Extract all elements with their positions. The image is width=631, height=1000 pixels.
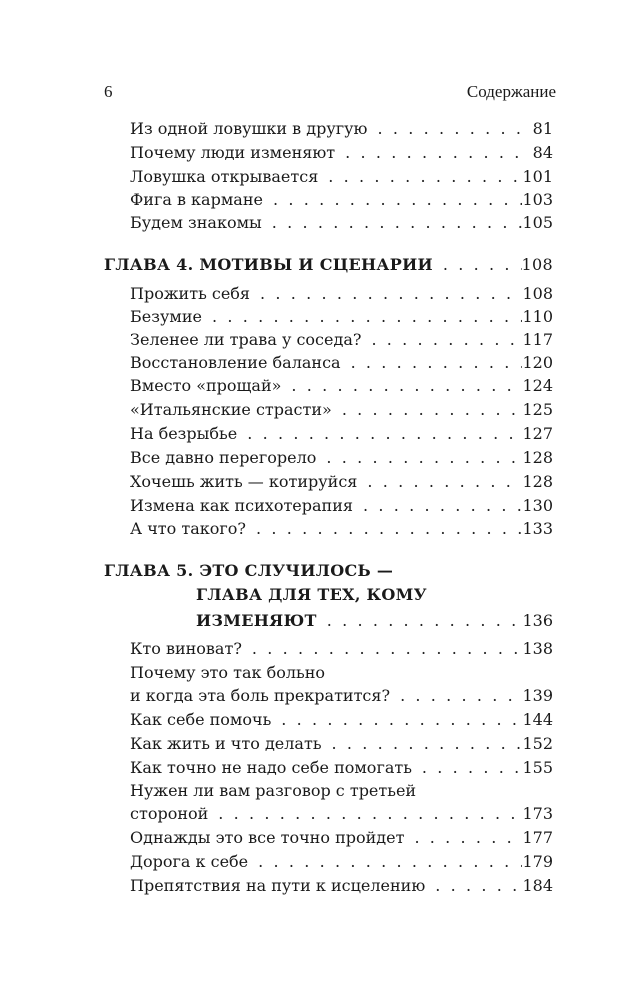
page-number: 6	[104, 82, 113, 101]
toc-entry[interactable]	[130, 211, 553, 234]
chapter-title: ГЛАВА 4. МОТИВЫ И СЦЕНАРИИ	[104, 255, 433, 274]
toc-entry-title: стороной	[130, 804, 209, 823]
toc-entry-title: Хочешь жить — котируйся	[130, 472, 358, 491]
toc-entry-title: Как жить и что делать	[130, 734, 322, 753]
toc-entry-page: 108	[522, 284, 553, 303]
toc-entry[interactable]	[130, 470, 553, 493]
leader-dots	[271, 708, 522, 731]
toc-entry-page: 128	[522, 472, 553, 491]
toc-entry-title: Как себе помочь	[130, 710, 272, 729]
toc-entry-title: Однажды это все точно пройдет	[130, 828, 405, 847]
toc-entry-page: 138	[522, 639, 553, 658]
toc-entry[interactable]	[130, 826, 553, 849]
toc-entry[interactable]	[130, 446, 553, 469]
toc-entry-title: Прожить себя	[130, 284, 251, 303]
toc-entry-title: и когда эта боль прекратится?	[130, 686, 391, 705]
toc-entry[interactable]	[130, 874, 553, 897]
toc-entry[interactable]	[130, 494, 553, 517]
leader-dots	[250, 282, 522, 305]
toc-entry-title: Измена как психотерапия	[130, 496, 353, 515]
toc-entry[interactable]	[130, 282, 553, 305]
toc-entry[interactable]	[130, 684, 553, 707]
chapter-5-title-line1[interactable]: ГЛАВА 5. ЭТО СЛУЧИЛОСЬ —	[104, 561, 394, 580]
chapter-4-heading[interactable]	[104, 253, 553, 276]
leader-dots	[202, 305, 523, 328]
leader-dots	[357, 470, 522, 493]
chapter-title: ИЗМЕНЯЮТ	[196, 611, 317, 630]
toc-entry-page: 84	[532, 143, 553, 162]
toc-entry-page: 81	[532, 119, 553, 138]
toc-entry-page: 105	[522, 213, 553, 232]
toc-entry-title: Почему люди изменяют	[130, 143, 336, 162]
leader-dots	[335, 141, 525, 164]
toc-entry[interactable]	[130, 351, 553, 374]
toc-entry[interactable]	[130, 305, 553, 328]
leader-dots	[237, 422, 522, 445]
toc-entry-page: 155	[522, 758, 553, 777]
running-header-title: Содержание	[466, 82, 556, 101]
toc-entry-page: 128	[522, 448, 553, 467]
toc-entry-page: 125	[522, 400, 553, 419]
toc-entry[interactable]	[130, 708, 553, 731]
toc-entry-page: 120	[522, 353, 553, 372]
toc-entry-title: Кто виноват?	[130, 639, 242, 658]
leader-dots	[263, 188, 523, 211]
toc-entry-title: «Итальянские страсти»	[130, 400, 332, 419]
toc-entry[interactable]	[130, 328, 553, 351]
leader-dots	[412, 756, 523, 779]
toc-entry-page: 130	[522, 496, 553, 515]
chapter-page: 136	[522, 611, 553, 630]
toc-entry-title: Препятствия на пути к исцелению	[130, 876, 426, 895]
toc-entry-page: 184	[522, 876, 553, 895]
toc-entry-title: Из одной ловушки в другую	[130, 119, 368, 138]
toc-entry-page: 173	[522, 804, 553, 823]
leader-dots	[390, 684, 522, 707]
toc-entry-page: 179	[522, 852, 553, 871]
toc-entry-title: Все давно перегорело	[130, 448, 317, 467]
leader-dots	[425, 874, 522, 897]
toc-entry[interactable]	[130, 374, 553, 397]
toc-entry[interactable]	[130, 188, 553, 211]
leader-dots	[208, 802, 522, 825]
toc-entry-title: Вместо «прощай»	[130, 376, 282, 395]
toc-entry[interactable]	[130, 422, 553, 445]
leader-dots	[353, 494, 522, 517]
toc-entry-page: 177	[522, 828, 553, 847]
toc-entry[interactable]	[130, 117, 553, 140]
toc-entry-title: Ловушка открывается	[130, 167, 319, 186]
toc-entry-page: 124	[522, 376, 553, 395]
leader-dots	[341, 351, 523, 374]
leader-dots	[433, 253, 522, 276]
toc-entry[interactable]	[130, 850, 553, 873]
toc-entry[interactable]	[130, 165, 553, 188]
toc-entry[interactable]	[130, 517, 553, 540]
toc-entry-title: Зеленее ли трава у соседа?	[130, 330, 362, 349]
toc-entry-page: 133	[522, 519, 553, 538]
leader-dots	[322, 732, 523, 755]
toc-entry-page: 152	[522, 734, 553, 753]
toc-entry-title: На безрыбье	[130, 424, 238, 443]
toc-entry[interactable]	[130, 756, 553, 779]
toc-entry-page: 127	[522, 424, 553, 443]
toc-entry-title: Дорога к себе	[130, 852, 249, 871]
toc-entry[interactable]	[130, 802, 553, 825]
toc-entry-title: Восстановление баланса	[130, 353, 341, 372]
leader-dots	[404, 826, 522, 849]
toc-entry[interactable]	[130, 398, 553, 421]
toc-entry-title: А что такого?	[130, 519, 246, 538]
leader-dots	[318, 165, 522, 188]
toc-entry-title: Будем знакомы	[130, 213, 262, 232]
leader-dots	[248, 850, 522, 873]
leader-dots	[242, 637, 523, 660]
toc-entry-page: 110	[522, 307, 553, 326]
leader-dots	[317, 609, 523, 632]
toc-entry[interactable]	[130, 732, 553, 755]
toc-entry-title: Как точно не надо себе помогать	[130, 758, 412, 777]
leader-dots	[246, 517, 522, 540]
toc-entry-page: 139	[522, 686, 553, 705]
toc-entry-page: 117	[522, 330, 553, 349]
toc-entry-page: 101	[522, 167, 553, 186]
leader-dots	[262, 211, 523, 234]
toc-entry-title-line1[interactable]: Нужен ли вам разговор с третьей	[130, 781, 417, 800]
chapter-5-heading[interactable]	[196, 609, 553, 632]
toc-entry-title: Безумие	[130, 307, 202, 326]
chapter-5-title-line2[interactable]: ГЛАВА ДЛЯ ТЕХ, КОМУ	[196, 585, 427, 604]
toc-entry-page: 103	[522, 190, 553, 209]
toc-entry-page: 144	[522, 710, 553, 729]
toc-entry[interactable]	[130, 141, 553, 164]
leader-dots	[361, 328, 522, 351]
toc-entry[interactable]	[130, 637, 553, 660]
toc-entry-title-line1[interactable]: Почему это так больно	[130, 663, 326, 682]
leader-dots	[316, 446, 522, 469]
leader-dots	[332, 398, 523, 421]
toc-entry-title: Фига в кармане	[130, 190, 263, 209]
chapter-page: 108	[521, 255, 553, 274]
leader-dots	[281, 374, 522, 397]
leader-dots	[367, 117, 525, 140]
